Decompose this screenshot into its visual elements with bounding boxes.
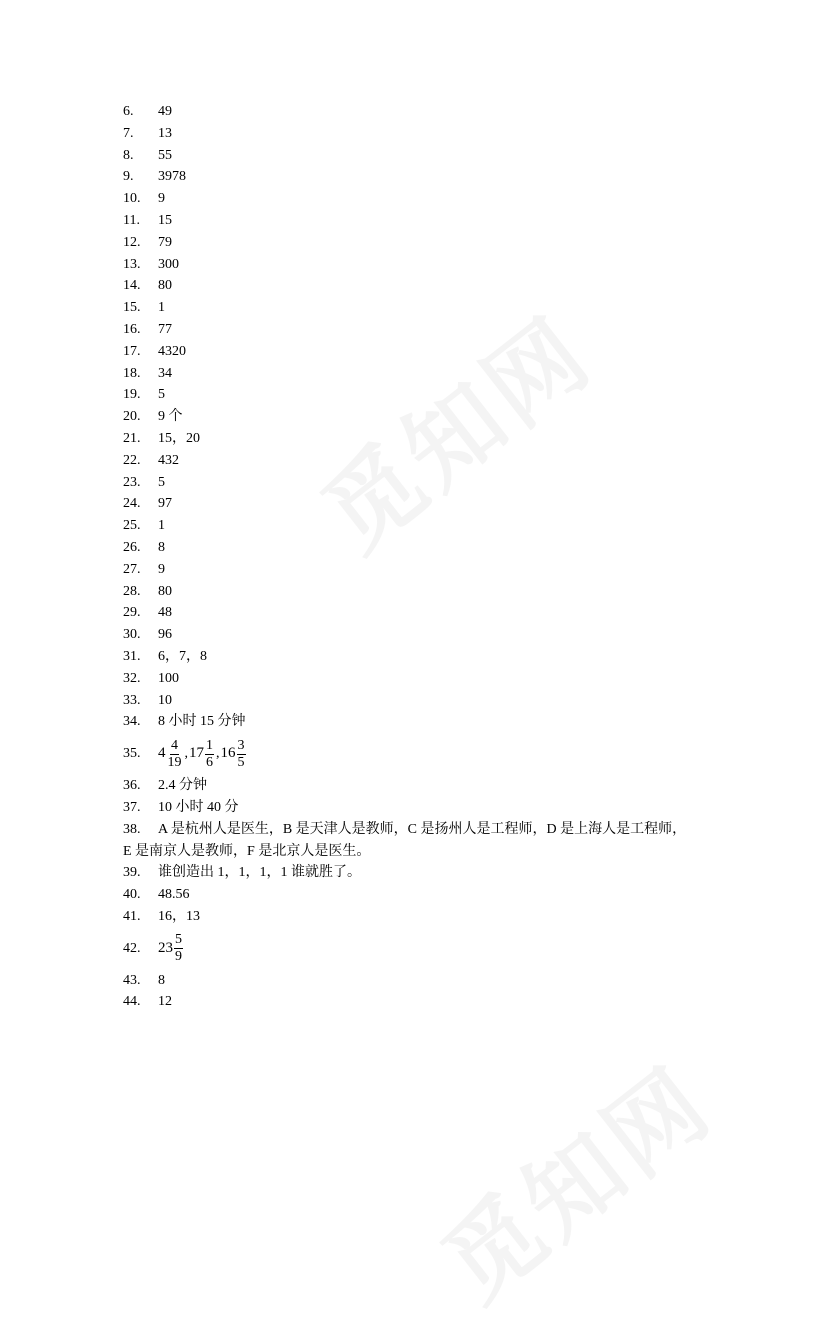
numerator: 1	[206, 737, 213, 753]
answer-value: 5	[158, 474, 165, 490]
mixed-number	[158, 738, 184, 771]
answer-item	[123, 581, 743, 603]
answer-number: 14.	[123, 278, 141, 294]
answer-value: 4320	[158, 343, 186, 359]
answer-number: 26.	[123, 539, 141, 555]
answer-number: 29.	[123, 605, 141, 621]
answer-number: 6.	[123, 104, 134, 119]
answer-list	[123, 101, 743, 1013]
answer-number: 40.	[123, 887, 141, 903]
answer-item	[123, 145, 743, 167]
answer-item	[123, 101, 743, 123]
answer-item	[123, 624, 743, 646]
answer-item-38	[123, 819, 743, 863]
answer-number: 21.	[123, 430, 141, 446]
whole-part: 23	[158, 939, 173, 956]
answer-number: 30.	[123, 627, 141, 643]
answer-value: 79	[158, 234, 172, 250]
answer-number: 23.	[123, 474, 141, 490]
answer-item	[123, 166, 743, 188]
answer-number: 24.	[123, 496, 141, 512]
answer-number: 13.	[123, 256, 141, 272]
answer-item	[123, 515, 743, 537]
answer-item	[123, 862, 743, 884]
answer-value: 6，7，8	[158, 648, 207, 664]
answer-value: 9	[158, 561, 165, 577]
answer-item	[123, 906, 743, 928]
answer-value: 49	[158, 104, 172, 119]
answer-value: 34	[158, 365, 172, 381]
answer-item	[123, 884, 743, 906]
watermark	[410, 1030, 735, 1326]
answer-number: 31.	[123, 648, 141, 664]
answer-item	[123, 970, 743, 992]
answer-value: 8	[158, 539, 165, 555]
answer-value: 10	[158, 692, 172, 708]
answer-number: 37.	[123, 799, 141, 815]
answer-value: 8	[158, 972, 165, 988]
answer-item	[123, 493, 743, 515]
answer-value	[158, 738, 247, 771]
answer-item	[123, 797, 743, 819]
answer-item	[123, 690, 743, 712]
answer-item	[123, 991, 743, 1013]
answer-number: 9.	[123, 169, 134, 185]
answer-number: 25.	[123, 518, 141, 534]
answer-value: 12	[158, 994, 172, 1010]
answer-number: 12.	[123, 234, 141, 250]
answer-number: 19.	[123, 387, 141, 403]
answer-value: 谁创造出 1，1，1，1 谁就胜了。	[158, 865, 361, 881]
numerator: 4	[171, 737, 178, 753]
answer-value: 10 小时 40 分	[158, 799, 239, 815]
answer-value: 9	[158, 191, 165, 207]
answer-value: 15	[158, 212, 172, 228]
answer-number: 7.	[123, 125, 134, 141]
answer-value: 2.4 分钟	[158, 778, 207, 794]
answer-value: 1	[158, 518, 165, 534]
answer-item	[123, 319, 743, 341]
answer-item	[123, 188, 743, 210]
fraction	[205, 738, 214, 771]
answer-number: 34.	[123, 714, 141, 730]
answer-number: 43.	[123, 972, 141, 988]
answer-value: 13	[158, 125, 172, 141]
answer-item-35	[123, 733, 743, 775]
mixed-number	[221, 738, 247, 771]
answer-number: 18.	[123, 365, 141, 381]
answer-item	[123, 668, 743, 690]
answer-number: 41.	[123, 908, 141, 924]
answer-value: 300	[158, 256, 179, 272]
answer-value: 3978	[158, 169, 186, 185]
answer-number: 15.	[123, 300, 141, 316]
separator: ,	[216, 746, 220, 762]
denominator: 19	[167, 754, 182, 770]
answer-item	[123, 384, 743, 406]
answer-number: 16.	[123, 321, 141, 337]
answer-item	[123, 275, 743, 297]
numerator: 5	[175, 932, 182, 948]
answer-item	[123, 232, 743, 254]
denominator: 9	[175, 949, 182, 965]
answer-value: 77	[158, 321, 172, 337]
answer-value: 16，13	[158, 908, 200, 924]
answer-item	[123, 537, 743, 559]
fraction	[167, 738, 183, 771]
answer-value: 432	[158, 452, 179, 468]
answer-number: 10.	[123, 191, 141, 207]
denominator: 5	[237, 754, 245, 770]
answer-item	[123, 123, 743, 145]
answer-item	[123, 450, 743, 472]
answer-value-line1: A 是杭州人是医生，B 是天津人是教师，C 是扬州人是工程师，D 是上海人是工程师，	[158, 821, 687, 837]
answer-item	[123, 406, 743, 428]
separator: ,	[184, 746, 188, 762]
answer-value: 80	[158, 278, 172, 294]
answer-item	[123, 472, 743, 494]
answer-item	[123, 559, 743, 581]
answer-value: 48.56	[158, 887, 190, 903]
answer-value-line2: E 是南京人是教师，F 是北京人是医生。	[123, 843, 371, 859]
fraction	[237, 738, 246, 771]
answer-number: 39.	[123, 865, 141, 881]
answer-value: 15，20	[158, 430, 200, 446]
answer-item	[123, 254, 743, 276]
answer-number: 22.	[123, 452, 141, 468]
answer-item	[123, 646, 743, 668]
answer-value: 80	[158, 583, 172, 599]
mixed-number	[158, 932, 184, 965]
answer-number: 42.	[123, 940, 141, 956]
answer-number: 8.	[123, 147, 134, 163]
answer-item-42	[123, 928, 743, 970]
whole-part: 4	[158, 745, 166, 762]
answer-number: 27.	[123, 561, 141, 577]
answer-item	[123, 363, 743, 385]
answer-value: 100	[158, 670, 179, 686]
answer-value: 48	[158, 605, 172, 621]
fraction	[174, 932, 183, 965]
answer-item	[123, 711, 743, 733]
answer-value	[158, 932, 184, 965]
answer-value: 97	[158, 496, 172, 512]
answer-value: 1	[158, 300, 165, 316]
numerator: 3	[237, 737, 245, 753]
answer-number: 38.	[123, 821, 141, 837]
denominator: 6	[206, 754, 213, 770]
whole-part: 16	[220, 745, 236, 762]
answer-item	[123, 210, 743, 232]
answer-value: 9 个	[158, 409, 183, 425]
answer-item	[123, 341, 743, 363]
answer-number: 44.	[123, 994, 141, 1010]
answer-value: 8 小时 15 分钟	[158, 714, 246, 730]
answer-value: 5	[158, 387, 165, 403]
answer-number: 36.	[123, 778, 141, 794]
answer-item	[123, 428, 743, 450]
answer-number: 28.	[123, 583, 141, 599]
answer-number: 33.	[123, 692, 141, 708]
answer-number: 20.	[123, 409, 141, 425]
answer-item	[123, 602, 743, 624]
answer-item	[123, 775, 743, 797]
answer-item	[123, 297, 743, 319]
mixed-number	[189, 738, 215, 771]
answer-value: 96	[158, 627, 172, 643]
answer-value: 55	[158, 147, 172, 163]
answer-number: 11.	[123, 212, 140, 228]
answer-number: 32.	[123, 670, 141, 686]
whole-part: 17	[189, 745, 204, 762]
answer-number: 17.	[123, 343, 141, 359]
answer-number: 35.	[123, 746, 141, 762]
